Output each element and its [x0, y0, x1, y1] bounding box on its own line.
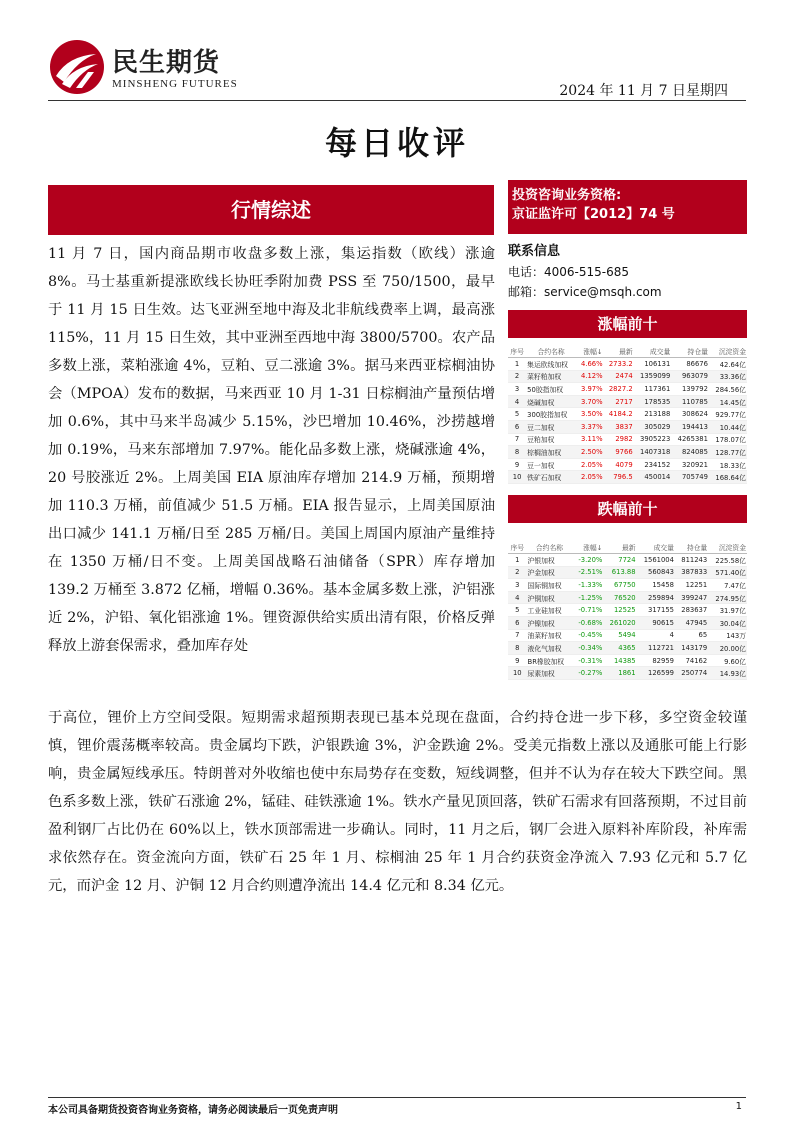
table-header-cell: 成交量	[634, 344, 672, 358]
table-cell: 82959	[637, 654, 675, 667]
table-cell: 67750	[603, 579, 636, 592]
table-cell: 308624	[671, 408, 709, 421]
table-cell: 菜籽粕加权	[526, 370, 576, 383]
table-cell: 234152	[634, 458, 672, 471]
table-cell: 274.95亿	[708, 591, 747, 604]
table-cell: 213188	[634, 408, 672, 421]
table-cell: 14.93亿	[708, 667, 747, 680]
table-cell: 963079	[671, 370, 709, 383]
table-cell: 128.77亿	[709, 446, 747, 459]
summary-text-top	[48, 240, 495, 660]
table-header-cell: 沉淀资金	[709, 344, 747, 358]
table-cell: 2	[508, 566, 527, 579]
table-row	[508, 446, 747, 459]
table-cell: 国际铜加权	[527, 579, 573, 592]
table-cell: 3	[508, 579, 527, 592]
table-cell: 320921	[671, 458, 709, 471]
table-cell: 399247	[675, 591, 708, 604]
table-cell: 8	[508, 642, 527, 655]
summary-paragraph: 11 月 7 日，国内商品期市收盘多数上涨，集运指数（欧线）涨逾 8%。马士基重新提涨欧线长协旺季附加费 PSS 至 750/1500，最早于 11 月 15 日生效。达飞亚洲至地中海及北非航线费率上调，最高涨 115%，11 月 15 日生效，其中亚洲至西地中海 3800/5700。农产品多数上涨，菜粕涨逾 4%，豆粕、豆二涨逾 3%。据马来西亚棕榈油协会（MPOA）发布的数据，马来西亚 10 月 1-31 日棕榈油产量预估增加 0.6%，其中马来半岛减少 5.15%，沙巴增加 10.46%，沙捞越增加 0.19%，马来东部增加 7.97%。能化品多数上涨，烧碱涨逾 4%，20 号胶涨近 2%。上周美国 EIA 原油库存增加 214.9 万桶，预期增加 110.3 万桶，前值减少 51.5 万桶。EIA 报告显示，上周美国原油出口减少 141.1 万桶/日至 285 万桶/日。美国上周国内原油产量维持在 1350 万桶/日不变。上周美国战略石油储备（SPR）库存增加 139.2 万桶至 3.872 亿桶，增幅 0.36%。基本金属多数上涨，沪铝涨近 2%，沪铅、氧化铝涨逾 1%。锂资源供给实质出清有限，价格反弹释放上游套保需求，叠加库存处	[48, 246, 495, 654]
table-cell: 317155	[637, 604, 675, 617]
table-cell: 225.58亿	[708, 554, 747, 567]
company-logo	[48, 38, 248, 98]
table-header-cell: 最新	[604, 344, 634, 358]
table-cell: 9	[508, 458, 526, 471]
table-row	[508, 616, 747, 629]
table-cell: 沪金加权	[527, 566, 573, 579]
table-header-cell: 最新	[603, 540, 636, 554]
table-cell: -1.25%	[572, 591, 603, 604]
table-cell: 4365	[603, 642, 636, 655]
contact-email: 邮箱：service@msqh.com	[508, 285, 662, 299]
table-cell: 112721	[637, 642, 675, 655]
table-cell: 284.56亿	[709, 383, 747, 396]
section-title-market-summary: 行情综述	[48, 185, 494, 235]
table-row	[508, 383, 747, 396]
table-cell: 9.60亿	[708, 654, 747, 667]
table-cell: 2733.2	[604, 358, 634, 371]
logo-emblem-icon	[48, 38, 106, 96]
table-row	[508, 433, 747, 446]
table-cell: 796.5	[604, 471, 634, 484]
table-cell: 2474	[604, 370, 634, 383]
sidebar	[508, 180, 747, 302]
table-cell: 1407318	[634, 446, 672, 459]
table-row	[508, 642, 747, 655]
table-header-cell: 涨幅↓	[576, 344, 604, 358]
table-row	[508, 358, 747, 371]
table-cell: 65	[675, 629, 708, 642]
table-cell: 豆二加权	[526, 420, 576, 433]
table-header-cell: 序号	[508, 344, 526, 358]
table-cell: BR橡胶加权	[527, 654, 573, 667]
table-cell: 7	[508, 433, 526, 446]
table-cell: 14385	[603, 654, 636, 667]
table-cell: -3.20%	[572, 554, 603, 567]
table-cell: 6	[508, 616, 527, 629]
table-cell: 126599	[637, 667, 675, 680]
table-cell: 4265381	[671, 433, 709, 446]
table-row	[508, 579, 747, 592]
table-row	[508, 458, 747, 471]
table-header-cell: 成交量	[637, 540, 675, 554]
table-cell: 2	[508, 370, 526, 383]
table-cell: -0.27%	[572, 667, 603, 680]
table-cell: 7	[508, 629, 527, 642]
table-cell: 450014	[634, 471, 672, 484]
table-cell: 14.45亿	[709, 395, 747, 408]
table-cell: 10.44亿	[709, 420, 747, 433]
table-cell: 7.47亿	[708, 579, 747, 592]
contact-title: 联系信息	[508, 244, 561, 259]
header-divider	[48, 100, 746, 101]
table-cell: 5494	[603, 629, 636, 642]
table-cell: 油菜籽加权	[527, 629, 573, 642]
table-cell: 4	[508, 591, 527, 604]
table-cell: 259894	[637, 591, 675, 604]
credential-line: 投资咨询业务资格:	[512, 188, 622, 203]
table-row	[508, 471, 747, 484]
table-cell: 沪镍加权	[527, 616, 573, 629]
table-cell: 烧碱加权	[526, 395, 576, 408]
table-cell: 47945	[675, 616, 708, 629]
table-cell: 50胶指加权	[526, 383, 576, 396]
table-cell: 8	[508, 446, 526, 459]
table-row	[508, 420, 747, 433]
table-row	[508, 591, 747, 604]
table-row	[508, 554, 747, 567]
table-cell: 10	[508, 667, 527, 680]
table-row	[508, 395, 747, 408]
footer-disclaimer: 本公司具备期货投资咨询业务资格，请务必阅读最后一页免责声明	[48, 1105, 338, 1116]
table-cell: 1861	[603, 667, 636, 680]
table-header-cell: 沉淀资金	[708, 540, 747, 554]
losers-title: 跌幅前十	[508, 495, 747, 523]
table-cell: 5	[508, 604, 527, 617]
table-cell: 1	[508, 358, 526, 371]
table-cell: 棕榈油加权	[526, 446, 576, 459]
table-cell: 液化气加权	[527, 642, 573, 655]
table-cell: 194413	[671, 420, 709, 433]
table-cell: 集运欧线加权	[526, 358, 576, 371]
contact-phone: 电话：4006-515-685	[508, 265, 630, 279]
table-cell: 9	[508, 654, 527, 667]
table-row	[508, 408, 747, 421]
table-cell: 143万	[708, 629, 747, 642]
table-cell: 4079	[604, 458, 634, 471]
credential-box	[508, 180, 747, 234]
table-cell: 4	[508, 395, 526, 408]
table-row	[508, 604, 747, 617]
table-cell: 2.05%	[576, 458, 604, 471]
table-header-cell: 涨幅↓	[572, 540, 603, 554]
table-cell: 3.37%	[576, 420, 604, 433]
table-cell: -1.33%	[572, 579, 603, 592]
table-cell: 110785	[671, 395, 709, 408]
table-cell: 2982	[604, 433, 634, 446]
summary-text-bottom	[48, 704, 747, 900]
table-cell: 2827.2	[604, 383, 634, 396]
table-cell: 305029	[634, 420, 672, 433]
table-cell: -0.31%	[572, 654, 603, 667]
table-row	[508, 370, 747, 383]
table-cell: 31.97亿	[708, 604, 747, 617]
table-cell: 929.77亿	[709, 408, 747, 421]
table-cell: 1	[508, 554, 527, 567]
table-cell: 42.64亿	[709, 358, 747, 371]
table-cell: 沪银加权	[527, 554, 573, 567]
table-cell: 90615	[637, 616, 675, 629]
logo-chinese-name: 民生期货	[112, 48, 221, 78]
gainers-title: 涨幅前十	[508, 310, 747, 338]
table-cell: 3.11%	[576, 433, 604, 446]
gainers-table	[508, 344, 747, 484]
table-cell: 1359099	[634, 370, 672, 383]
table-cell: 2.05%	[576, 471, 604, 484]
table-cell: 178535	[634, 395, 672, 408]
table-cell: 4184.2	[604, 408, 634, 421]
table-cell: 尿素加权	[527, 667, 573, 680]
table-cell: 12525	[603, 604, 636, 617]
table-cell: 1561004	[637, 554, 675, 567]
table-cell: 300胶指加权	[526, 408, 576, 421]
table-cell: 12251	[675, 579, 708, 592]
logo-english-name: MINSHENG FUTURES	[112, 78, 238, 90]
report-date: 2024 年 11 月 7 日星期四	[559, 83, 728, 99]
table-cell: 261020	[603, 616, 636, 629]
table-cell: 工业硅加权	[527, 604, 573, 617]
credential-license: 京证监许可【2012】74 号	[512, 207, 675, 222]
table-row	[508, 629, 747, 642]
summary-paragraph: 于高位，锂价上方空间受限。短期需求超预期表现已基本兑现在盘面，合约持仓进一步下移，多空资金较谨慎，锂价震荡概率较高。贵金属均下跌，沪银跌逾 3%，沪金跌逾 2%。受美元指数上涨以及通胀可能上行影响，贵金属短线承压。特朗普对外收缩也使中东局势存在变数，短线调整，但并不认为存在较大下跌空间。黑色系多数上涨，铁矿石涨逾 2%，锰硅、硅铁涨逾 1%。铁水产量见顶回落，铁矿石需求有回落预期，不过目前盈利钢厂占比仍在 60%以上，铁水顶部需进一步确认。同时，11 月之后，钢厂会进入原料补库阶段，补库需求依然存在。资金流向方面，铁矿石 25 年 1 月、棕榈油 25 年 1 月合约获资金净流入 7.93 亿元和 5.7 亿元，而沪金 12 月、沪铜 12 月合约则遭净流出 14.4 亿元和 8.34 亿元。	[48, 710, 747, 894]
table-header-cell: 序号	[508, 540, 527, 554]
table-cell: 2717	[604, 395, 634, 408]
table-cell: 10	[508, 471, 526, 484]
table-cell: 4.12%	[576, 370, 604, 383]
table-cell: 5	[508, 408, 526, 421]
contact-info	[508, 242, 747, 302]
table-header-cell: 合约名称	[527, 540, 573, 554]
table-cell: 86676	[671, 358, 709, 371]
table-cell: 613.88	[603, 566, 636, 579]
table-cell: 168.64亿	[709, 471, 747, 484]
table-row	[508, 566, 747, 579]
losers-table	[508, 540, 747, 680]
table-header-cell: 持仓量	[671, 344, 709, 358]
table-cell: 6	[508, 420, 526, 433]
table-header-row	[508, 344, 747, 358]
table-row	[508, 654, 747, 667]
table-cell: 铁矿石加权	[526, 471, 576, 484]
page-number: 1	[735, 1101, 742, 1112]
table-cell: 3.50%	[576, 408, 604, 421]
table-cell: 76520	[603, 591, 636, 604]
table-cell: 283637	[675, 604, 708, 617]
table-cell: 沪铜加权	[527, 591, 573, 604]
table-cell: 3905223	[634, 433, 672, 446]
table-cell: 74162	[675, 654, 708, 667]
table-cell: 3.70%	[576, 395, 604, 408]
table-cell: 143179	[675, 642, 708, 655]
page-title: 每日收评	[324, 124, 469, 162]
table-cell: -0.34%	[572, 642, 603, 655]
table-cell: 9766	[604, 446, 634, 459]
table-cell: 18.33亿	[709, 458, 747, 471]
footer-divider	[48, 1097, 746, 1098]
table-cell: 106131	[634, 358, 672, 371]
table-cell: 250774	[675, 667, 708, 680]
table-cell: 7724	[603, 554, 636, 567]
table-cell: 豆一加权	[526, 458, 576, 471]
table-cell: 30.04亿	[708, 616, 747, 629]
table-cell: 4.66%	[576, 358, 604, 371]
table-cell: 豆粕加权	[526, 433, 576, 446]
table-header-row	[508, 540, 747, 554]
table-cell: 3	[508, 383, 526, 396]
table-cell: 3837	[604, 420, 634, 433]
table-cell: 117361	[634, 383, 672, 396]
table-row	[508, 667, 747, 680]
table-cell: 3.97%	[576, 383, 604, 396]
table-cell: 705749	[671, 471, 709, 484]
table-cell: -2.51%	[572, 566, 603, 579]
table-header-cell: 持仓量	[675, 540, 708, 554]
table-cell: 560843	[637, 566, 675, 579]
table-cell: 824085	[671, 446, 709, 459]
table-cell: 20.00亿	[708, 642, 747, 655]
table-cell: 15458	[637, 579, 675, 592]
table-cell: -0.45%	[572, 629, 603, 642]
table-cell: 33.36亿	[709, 370, 747, 383]
table-cell: 811243	[675, 554, 708, 567]
table-cell: -0.68%	[572, 616, 603, 629]
table-cell: 4	[637, 629, 675, 642]
table-cell: 571.40亿	[708, 566, 747, 579]
table-cell: 139792	[671, 383, 709, 396]
table-cell: 2.50%	[576, 446, 604, 459]
table-header-cell: 合约名称	[526, 344, 576, 358]
table-cell: 387833	[675, 566, 708, 579]
table-cell: -0.71%	[572, 604, 603, 617]
table-cell: 178.07亿	[709, 433, 747, 446]
